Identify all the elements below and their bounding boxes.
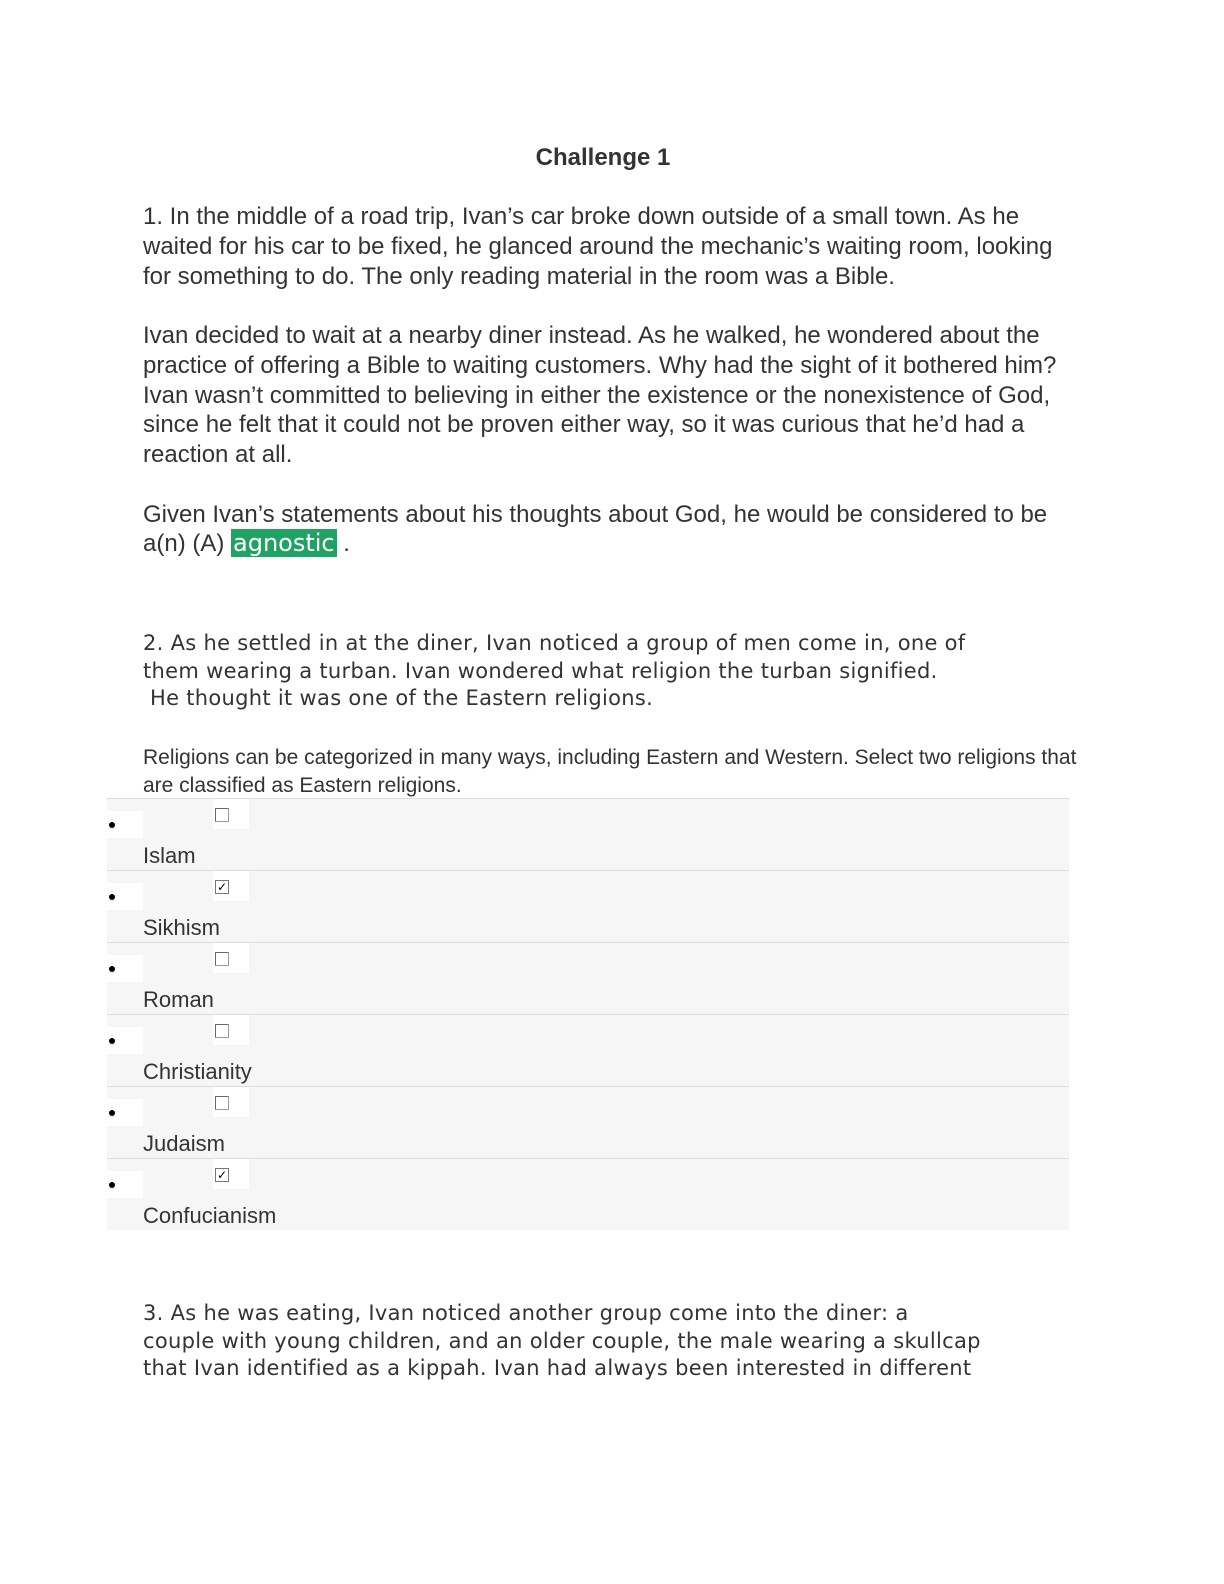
- choice-label: Sikhism: [143, 915, 221, 940]
- question-1-prompt-text: Given Ivan’s statements about his thoughts about God, he would be considered to be a(n) (A): [143, 500, 1048, 558]
- choice-label: Christianity: [143, 1059, 252, 1084]
- question-3-line-2: couple with young children, and an older couple, the male wearing a skullcap: [143, 1328, 981, 1353]
- question-2-line-2: them wearing a turban. Ivan wondered what religion the turban signified.: [143, 658, 938, 683]
- checkbox-container: [213, 1087, 249, 1117]
- checkbox-christianity[interactable]: [215, 1024, 229, 1038]
- question-1-prompt-end: .: [336, 530, 350, 558]
- checkbox-islam[interactable]: [215, 808, 229, 822]
- checkbox-container: [213, 1159, 249, 1189]
- question-3: [143, 1300, 1073, 1383]
- choice-roman[interactable]: [107, 942, 1069, 1014]
- question-2: [143, 630, 1073, 713]
- choice-label: Judaism: [143, 1131, 225, 1156]
- page-title: Challenge 1: [535, 144, 671, 171]
- checkbox-judaism[interactable]: [215, 1096, 229, 1110]
- choice-list: [107, 798, 1069, 1230]
- question-1-paragraph-2: Ivan decided to wait at a nearby diner instead. As he walked, he wondered about the practice of offering a Bible to waiting customers. Why had the sight of it bothered him? Ivan wasn’t committed to believing in either the existence or the nonexistence of God, since he felt that it could not be proven either way, so it was curious that he’d had a reaction at all.: [143, 321, 1057, 469]
- choice-christianity[interactable]: [107, 1014, 1069, 1086]
- bullet-icon: [107, 811, 143, 838]
- question-1-prompt: [143, 500, 1073, 560]
- choice-label: Roman: [143, 987, 214, 1012]
- choice-label: Confucianism: [143, 1203, 277, 1228]
- question-1-paragraph-1: 1. In the middle of a road trip, Ivan’s car broke down outside of a small town. As he waited for his car to be fixed, he glanced around the mechanic’s waiting room, looking for something to do. The only reading material in the room was a Bible.: [143, 203, 1053, 290]
- question-2-line-3: He thought it was one of the Eastern religions.: [143, 686, 654, 710]
- checkbox-container: [213, 1015, 249, 1045]
- question-1: [143, 202, 1073, 589]
- checkbox-container: [213, 943, 249, 973]
- question-3-line-1: 3. As he was eating, Ivan noticed another group come into the diner: a: [143, 1301, 909, 1325]
- checkbox-roman[interactable]: [215, 952, 229, 966]
- choice-confucianism[interactable]: [107, 1158, 1069, 1230]
- bullet-icon: [107, 1171, 143, 1198]
- bullet-icon: [107, 1027, 143, 1054]
- question-2-prompt: Religions can be categorized in many ways, including Eastern and Western. Select two religions that are classified as Eastern religions.: [143, 746, 1077, 797]
- checkbox-confucianism[interactable]: ✓: [216, 1168, 228, 1182]
- choice-islam[interactable]: [107, 798, 1069, 870]
- bullet-icon: [107, 883, 143, 910]
- checkbox-container: [213, 871, 249, 901]
- bullet-icon: [107, 1099, 143, 1126]
- question-3-line-3: that Ivan identified as a kippah. Ivan had always been interested in different: [143, 1356, 972, 1380]
- checkbox-container: [213, 799, 249, 829]
- question-2-line-1: 2. As he settled in at the diner, Ivan noticed a group of men come in, one of: [143, 631, 966, 655]
- bullet-icon: [107, 955, 143, 982]
- checkbox-sikhism[interactable]: ✓: [216, 880, 228, 894]
- question-1-answer-blank[interactable]: agnostic: [233, 529, 335, 558]
- choice-sikhism[interactable]: [107, 870, 1069, 942]
- choice-judaism[interactable]: [107, 1086, 1069, 1158]
- choice-label: Islam: [143, 843, 196, 868]
